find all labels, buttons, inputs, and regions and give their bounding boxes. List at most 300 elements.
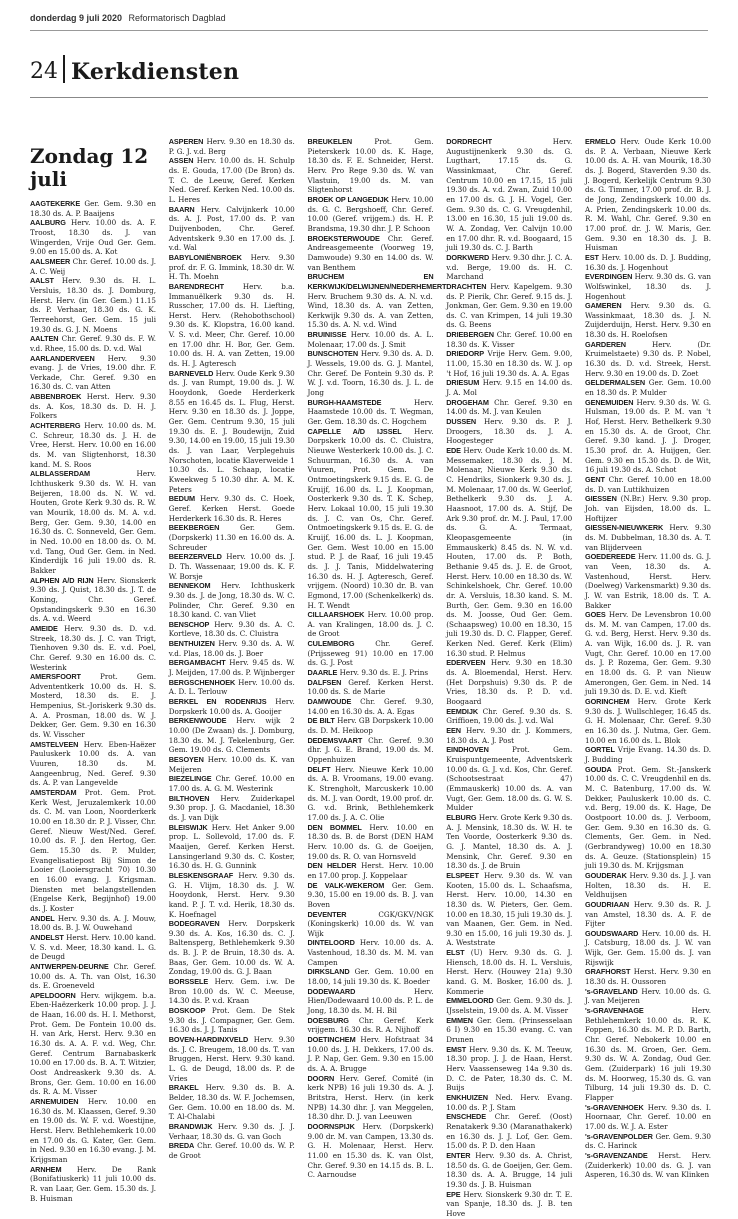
service-details: Herv. 9.30 dhr. J. C. A. v.d. Berge, 19.00 ds. H. C. Marchand <box>446 252 573 282</box>
service-details: Chr. Geref. 10.00 en 18.30 ds. K. Visser <box>446 330 573 349</box>
service-details: Herv. Hien/Dodewaard 10.00 ds. P. L. de Jong, 18.30 ds. M. H. Bil <box>307 986 434 1016</box>
place-name: ALBLASSERDAM <box>30 469 91 479</box>
place-name: GELDERMALSEN <box>585 378 646 388</box>
place-name: DROGEHAM <box>446 397 489 407</box>
church-listing-entry <box>169 658 295 677</box>
place-name: GARDEREN <box>585 339 626 349</box>
place-name: DRIEDORP <box>446 349 484 359</box>
church-listing-entry <box>30 354 156 393</box>
church-listing-entry <box>169 774 295 793</box>
place-name: ELBURG <box>446 812 477 822</box>
church-listing-entry <box>446 417 572 446</box>
church-listing-entry <box>446 349 572 378</box>
place-name: ARNEMUIDEN <box>30 1097 79 1107</box>
service-details: Herv. 10.00 en 16.30 ds. M. Klaassen, Geref. 9.30 en 19.00 ds. W. F. v.d. Woestijne, Herst. Herv. Bethlehemkerk 10.00 en 17.00 ds. G. Kater, Ger. Gem. in Ned. 9.30 en 16.30 evang. J. M. Krijgsman <box>30 1097 156 1164</box>
place-name: GENT <box>585 474 605 484</box>
place-name: DEVENTER <box>307 909 347 919</box>
place-name: BLESKENSGRAAF <box>168 870 234 880</box>
church-listing-entry <box>308 987 434 1016</box>
place-name: BROEK OP LANGEDIJK <box>307 194 389 204</box>
place-name: BEEKBERGEN <box>168 523 220 533</box>
place-name: ASPEREN <box>168 137 204 146</box>
place-name: ENTER <box>446 1150 471 1160</box>
service-details: Herst. Herv. 10.00 kand. V. S. v.d. Meer, 18.30 kand. L. G. de Deugd <box>30 932 156 962</box>
place-name: GIESSEN-NIEUWKERK <box>585 523 664 533</box>
church-listing-entry <box>308 823 434 862</box>
church-listing-entry <box>169 369 295 495</box>
service-details: Herv. 10.00 ds. A. L. Molenaar, 17.00 ds. J. Smit <box>307 330 434 349</box>
service-details: Ger. Gem. 9.30 ds. J. IJsselstein, 19.00 ds. A. M. Visser <box>446 996 573 1016</box>
service-details: Ger. Gem. 10.00 en 18.30 ds. P. Mulder <box>585 378 711 398</box>
service-details: Herv. Hofstraat 34 10.00 ds. J. H. Dekkers, 17.00 ds. J. P. Nap, Ger. Gem. 9.30 en 15.00 ds. A. A. Brugge <box>307 1035 434 1073</box>
church-listing-entry <box>446 813 572 871</box>
place-name: BOVEN-HARDINXVELD <box>168 1035 249 1045</box>
place-name: BIEZELINGE <box>168 774 212 784</box>
service-details: Herv. Oude Kerk 10.00 ds. M. Messemaker, 18.30 ds. J. M. Molenaar, Nieuwe Kerk 9.30 ds. C. Hendriks, Sionkerk 9.30 ds. J. M. Molenaar, 17.00 ds. W. Geerlof, Bethelkerk 9.30 ds. J. A. Haasnoot, 17.00 ds. A. Stijf, De Ark 9.30 prof. dr. M. J. Paul, 17.00 ds. G. A. Termaat, Kleopasgemeente (in Emmauskerk) 8.45 ds. N. W. v.d. Houten, 17.00 ds. P. Both, Bethanie 9.45 ds. J. E. de Groot, Herst. Herv. 10.00 en 18.30 ds. W. Schinkelshoek, Chr. Geref. 10.00 dr. A. Versluis, 18.30 kand. S. M. Burth, Ger. Gem. 9.30 en 16.00 ds. M. Joosse, Oud Ger. Gem. (Schaapsweg) 10.00 en 18.30, 15 juli 19.30 ds. D. C. Flapper, Geref. Kerken Ned. Geref. Kerk (Elim) 16.30 stud. P. Helmus <box>446 446 573 658</box>
church-listing-entry <box>585 1103 711 1132</box>
church-listing-entry <box>169 919 295 977</box>
place-name: GOUDA <box>585 764 612 774</box>
church-listing-entry <box>585 1132 711 1151</box>
place-name: EEMDIJK <box>446 706 478 716</box>
page-header-divider <box>63 55 65 83</box>
church-listing-entry <box>446 1016 572 1045</box>
church-listing-entry <box>308 910 434 939</box>
church-listing-entry <box>30 276 156 334</box>
church-listing-entry <box>308 678 434 697</box>
service-details: Ger. Gem. 10.00 en 18.00, 14 juli 19.30 ds. K. Boeder <box>307 967 434 987</box>
service-details: Chr. Geref. (Oost) Renatakerk 9.30 (Maranathakerk) en 16.30 ds. J. J. Lof, Ger. Gem. 15.00 ds. P. D. den Haan <box>446 1112 573 1151</box>
church-listing-entry <box>30 914 156 933</box>
service-details: Herv. 9.30 ds. A. Christ, 18.50 ds. G. de Goeijen, Ger. Gem. 18.30 ds. A. A. Brugge, 14 juli 19.30 ds. J. B. Huisman <box>446 1150 573 1189</box>
place-name: GOES <box>585 610 606 620</box>
column-2 <box>169 137 295 1219</box>
service-details: Chr. Geref. 9.30 ds. F. W. v.d. Rhee, 15.00 ds. D. v.d. Wal <box>30 334 156 353</box>
service-details: Herv. 9.15 en 14.00 ds. J. A. Mol <box>446 378 573 398</box>
service-details: Herv. 10.00 ds. K. van Meijeren <box>168 755 295 774</box>
service-details: (U) Herv. 9.30 ds. G. J. Hiensch, 18.00 ds. H. L. Versluis, Herst. Herv. (Houwey 21a) 9.30 kand. G. M. Bosker, 16.00 ds. J. Kommerie <box>446 948 573 996</box>
place-name: ELSPEET <box>446 870 479 880</box>
service-details: Herv. Zuiderkapel 9.30 prop. J. G. Macdaniel, 18.30 ds. J. van Dijk <box>168 793 295 822</box>
top-rule <box>30 30 708 31</box>
church-listing-entry <box>585 610 711 697</box>
church-listing-entry <box>169 552 295 581</box>
service-details: Herv. Oude Kerk 9.30 ds. J. van Rumpt, 19.00 ds. J. W. Hooydonk, Goede Herderkerk 8.55 en 16.45 ds. L. Flug, Herst. Herv. 9.30 en 18.30 ds. J. Joppe, Ger. Gem. Centrum 9.30, 15 juli 19.30 ds. E. J. Boudewijn, Zuid 9.30, 14.00 en 19.00, 15 juli 19.30 ds. J. van Laar, Verplegehuis Norschoten, locatie Klaverweide 1 10.30 ds. L. Schaap, locatie Kweekweg 5 10.30 dhr. A. M. K. Peters <box>168 368 295 494</box>
place-name: BODEGRAVEN <box>168 919 220 929</box>
church-listing-entry <box>30 257 156 276</box>
church-listing-entry <box>169 716 295 755</box>
church-listing-entry <box>446 282 572 330</box>
service-details: Herv. Nieuwe Kerk 10.00 ds. A. B. Vroomans, 19.00 evang. K. Strengholt, Marcuskerk 10.00 ds. M. J. van Oordt, 19.00 prof. dr. G. v.d. Brink, Bethlehemkerk 17.00 ds. J. A. C. Olie <box>307 764 434 822</box>
church-listing-entry <box>585 871 711 900</box>
church-listing-entry <box>30 334 156 353</box>
place-name: DE VALK-WEKEROM <box>307 880 385 890</box>
church-listing-entry <box>30 392 156 421</box>
church-listing-entry <box>446 330 572 349</box>
service-details: Herv. wijkgem. b.a. Eben-Haëzerkerk 10.00 prop. J. J. de Haan, 16.00 ds. H. I. Methorst, Prot. Gem. De Fontein 10.00 ds. H. van Ark, Herst. Herv. 9.30 en 16.30 ds. A. A. F. v.d. Weg, Chr. Geref. Centrum Barnabaskerk 10.00 en 17.00 ds. B. A. T. Witzier, Oost Andreaskerk 9.30 ds. A. Brons, Ger. Gem. 10.00 en 16.00 ds. R. A. M. Visser <box>30 990 156 1097</box>
church-listing-entry <box>169 205 295 253</box>
church-listing-entry <box>308 1074 434 1122</box>
church-listing-entry <box>169 156 295 204</box>
church-listing-entry <box>446 378 572 397</box>
church-listing-entry <box>30 624 156 672</box>
church-listing-entry <box>308 861 434 880</box>
church-listing-entry <box>446 871 572 948</box>
service-details: Herv. 9.30 ds. A. D. J. Wessels, 19.00 ds. G. J. Mantel, Chr. Geref. De Fontein 9.30 ds. P. W. J. v.d. Toorn, 16.30 ds. J. L. de Jong <box>307 349 434 398</box>
place-name: AALBURG <box>30 218 66 228</box>
service-details: CGK/GKV/NGK (Koningskerk) 10.00 ds. W. van Wijk <box>307 909 434 938</box>
place-name: DUSSEN <box>446 417 477 427</box>
place-name: DOESBURG <box>307 1015 349 1025</box>
place-name: ENKHUIZEN <box>446 1092 488 1102</box>
church-listing-entry <box>585 340 711 379</box>
church-listing-entry <box>585 765 711 871</box>
place-name: BUNSCHOTEN <box>307 349 358 359</box>
service-details: Herv. wijk 2 10.00 (De Zwaan) ds. J. Domburg, 18.30 ds. M. J. Tekelenburg, Ger. Gem. 19.00 ds. G. Clements <box>168 716 295 755</box>
church-listing-entry <box>446 745 572 813</box>
church-listing-entry <box>30 672 156 740</box>
church-listing-entry <box>308 349 434 397</box>
church-listing-entry <box>585 1006 711 1103</box>
church-listing-entry <box>169 639 295 658</box>
place-name: ANDEL <box>30 913 55 923</box>
service-details: Herv. 9.30 ds. J. C. Breugem, 18.00 ds. T. van Bruggen, Herst. Herv. 9.30 kand. L. G. de Deugd, 18.00 ds. P. de Vries <box>168 1035 295 1083</box>
place-name: CAPELLE A/D IJSSEL <box>307 426 402 436</box>
service-details: Herst. Herv. 9.30 ds. A. Kos, 18.30 ds. D. H. J. Folkers <box>30 392 156 421</box>
place-name: DIRKSLAND <box>307 967 350 977</box>
service-details: Herv. 9.30 ds. A. C. Kortleve, 18.30 ds. C. Cluistra <box>168 619 295 639</box>
church-listing-entry <box>308 716 434 735</box>
place-name: BEDUM <box>168 494 196 504</box>
service-details: Prot. Gem. Pieterskerk 10.00 ds. K. Hage, 18.30 ds. F. E. Schneider, Herst. Herv. Pro Rege 9.30 ds. W. van Vlastuin, 19.00 ds. M. van Sligtenhorst <box>307 137 434 195</box>
church-listing-entry <box>585 253 711 272</box>
service-details: Herv. 9.30 ds. D. v.d. Streek, 18.30 ds. J. C. van Trigt, Tienhoven 9.30 ds. E. v.d. Poel, Chr. Geref. 9.30 en 16.00 ds. C. Westerink <box>30 623 156 672</box>
service-details: Chr. Geref. 9.30 en 14.00 ds. M. J. van Keulen <box>446 397 573 417</box>
service-details: Herv. Kapelgem. 9.30 ds. P. Pierik, Chr. Geref. 9.15 ds. J. Jonkman, Ger. Gem. 9.30 en 19.00 ds. C. van Krimpen, 14 juli 19.30 ds. G. Beens <box>446 281 573 330</box>
service-details: Herv. 10.00 prop. A. van Kralingen, 18.00 ds. J. C. de Groot <box>307 610 434 639</box>
service-details: Herv. Augustijnenkerk 9.30 ds. G. Lugthart, 17.15 ds. G. Wassinkmaat, Chr. Geref. Centrum 10.00 en 17.15, 15 juli 19.30 ds. A. v.d. Zwan, Zuid 10.00 en 17.00 ds. G. J. H. Vogel, Ger. Gem. 9.30 ds. C. G. Vreugdenhil, 13.00 en 16.30, 15 juli 19.00 ds. W. A. Zondag, Ver. Calvijn 10.00 en 17.00 dhr. R. v.d. Boogaard, 15 juli 19.30 ds. C. J. Barth <box>446 137 573 253</box>
place-name: AMERSFOORT <box>30 672 81 682</box>
service-details: Ger. Gem. 9.30 ds. C. Harinck <box>585 1131 711 1151</box>
place-name: GENEMUIDEN <box>585 397 634 407</box>
service-details: Herv. 10.00 ds. A. Vastenhoud, 18.30 ds. M. M. van Campen <box>307 938 434 967</box>
service-details: Geref. Kerken Herst. 10.00 ds. S. de Marie <box>307 677 434 697</box>
place-name: BARENDRECHT <box>168 281 224 291</box>
place-name: DAMWOUDE <box>307 697 352 707</box>
place-name: BENTHUIZEN <box>168 639 215 649</box>
church-listing-entry <box>30 1165 156 1204</box>
service-details: Herv. Geref. Comité (in kerk NPB) 16 juli 19.30 ds. A. J. Britstra, Herst. Herv. (in kerk NPB) 14.30 dhr. J. van Meggelen, 18.30 dhr. D. J. van Leeuwen <box>307 1073 434 1122</box>
service-details: Prot. Gem. St.-Janskerk 10.00 ds. C. C. Vreugdenhil en ds. M. C. Batenburg, 17.00 ds. W. Dekker, Pauluskerk 10.00 ds. C. v.d. Berg, 19.00 ds. K. Hage, De Oostpoort 10.00 ds. J. Verboom, Ger. Gem. 9.30 en 16.30 ds. G. Clements, Ger. Gem. in Ned. (Gerbrandyweg) 10.00 en 18.30 ds. A. Geuze. (Stationsplein) 15 juli 19.30 ds. M. Krijgsman <box>585 764 711 871</box>
column-3 <box>307 137 447 1219</box>
church-listing-entry <box>308 195 434 234</box>
service-details: Herv. Haamstede 10.00 ds. T. Wegman, Ger. Gem. 18.30 ds. C. Hogchem <box>307 397 434 427</box>
church-listing-entry <box>308 398 434 427</box>
church-listing-entry <box>169 523 295 552</box>
church-listing-entry <box>30 991 156 1097</box>
service-details: Chr. Geref. 9.30 ds. S. Griffioen, 19.00 ds. J. v.d. Wal <box>446 706 573 726</box>
place-name: BILTHOVEN <box>168 793 210 803</box>
place-name: AMEIDE <box>30 623 58 633</box>
place-name: BROEKSTERWOUDE <box>307 233 380 243</box>
service-details: Herv. 10.00 ds. G. C. Bergshoeff, Chr. Geref. 10.00 (Geref. vrijgem.) ds. H. P. Brandsma, 19.30 dhr. J. P. Schoon <box>307 194 434 233</box>
place-name: APELDOORN <box>30 990 76 1000</box>
service-details: Herv. Bethlehemkerk 10.00 ds. R. K. Foppen, 16.30 ds. M. P. D. Barth, Chr. Geref. Nebokerk 10.00 en 16.30 ds. M. Groen, Ger. Gem. 9.30 ds. W. A. Zondag, Oud Ger. Gem. (Zuiderpark) 16 juli 19.30 ds. M. Hoorweg, 15.30 ds. G. van Tilburg, 14 juli 19.30 ds. D. C. Flapper <box>585 1006 711 1102</box>
church-listing-entry <box>308 330 434 349</box>
place-name: 's-GRAVENPOLDER <box>585 1131 653 1141</box>
place-name: DE BILT <box>307 716 335 726</box>
church-listing-entry <box>308 137 434 195</box>
place-name: BERKEL EN RODENRIJS <box>168 697 267 707</box>
church-listing-entry <box>585 398 711 475</box>
service-details: Vrije Evang. 14.30 ds. D. J. Budding <box>585 745 711 764</box>
place-name: DRIESUM <box>446 378 480 388</box>
service-details: Herv. Eben-Haëzer Pauluskerk 10.00 ds. A. van Vuuren, 18.30 ds. M. Aangeenbrug, Ned. Geref. 9.30 ds. A. P. van Langevelde <box>30 739 156 788</box>
running-head-paper: Reformatorisch Dagblad <box>128 13 226 23</box>
church-listing-entry <box>169 137 295 156</box>
service-details: Herv. 10.00 en 18.30 ds. B. de Borst (DEN HAM Herv. 10.00 ds. G. de Goeijen, 19.00 ds. R. O. van Hornsveld <box>307 822 434 861</box>
column-5 <box>585 137 711 1219</box>
service-details: Prot. Gem. Prot. Kerk West, Jeruzalemkerk 10.00 ds. C. M. van Loon, Noorderkerk 10.00 en 18.30 dr. P. J. Visser, Chr. Geref. Nieuw West/Ned. Geref. 10.00 ds. F. J. den Hertog, Ger. Gem. 15.30 ds. P. Mulder, Evangelisatiepost Bij Simon de Looier (Looiersgracht 70) 10.30 en 16.00 evang. J. Krigsman. Diensten met belangstellenden (Engelse Kerk, Begijnhof) 19.00 ds. J. Koster <box>30 788 156 913</box>
service-details: Herv. 9.30 ds. G. H. Vlijm, 18.30 ds. J. W. Hooydonk, Herst. Herv. 9.30 kand. P. J. T. v.d. Herik, 18.30 ds. K. Hoefnagel <box>168 870 295 919</box>
service-details: Herv. 9.30 ds. A. W. v.d. Plas, 18.00 ds. J. Boer <box>168 639 295 658</box>
church-listing-entry <box>169 253 295 282</box>
place-name: CILLAARSHOEK <box>307 610 365 620</box>
church-listing-entry <box>308 697 434 716</box>
place-name: CULEMBORG <box>307 639 355 649</box>
place-name: EVERDINGEN <box>585 272 633 282</box>
place-name: BRANDWIJK <box>168 1121 213 1131</box>
service-details: Herv. Dorpskerk 10.00 ds. A. Gooijer <box>168 697 295 716</box>
church-listing-entry <box>30 199 156 218</box>
service-details: Herst. Herv. (Zuiderkerk) 10.00 ds. G. J. van Asperen, 16.30 ds. W. van Klinken <box>585 1150 711 1180</box>
church-listing-entry <box>446 1045 572 1093</box>
church-listing-entry <box>169 620 295 639</box>
service-details: Herv. 9.30 ds. B. A. Belder, 18.30 ds. W. F. Jochemsen, Ger. Gem. 10.00 en 18.00 ds. M. T. Al-Chalabi <box>168 1083 295 1122</box>
church-listing-entry <box>308 1035 434 1074</box>
church-listing-entry <box>169 282 295 369</box>
service-details: Herv. (Dorpskerk) 9.00 dr. M. van Campen, 13.30 ds. G. H. Molenaar, Herst. Herv. 11.00 en 15.30 ds. K. van Olst, Chr. Geref. 9.30 en 14.15 ds. B. L. C. Aarnoudse <box>307 1121 434 1180</box>
place-name: BRUCHEM EN KERKWIJK/DELWIJNEN/NEDERHEMERT <box>307 272 447 291</box>
church-listing-entry <box>446 137 572 253</box>
place-name: GAMEREN <box>585 301 622 311</box>
church-listing-entry <box>585 1151 711 1180</box>
church-listing-entry <box>446 707 572 726</box>
place-name: ASSEN <box>168 156 194 166</box>
church-listing-entry <box>169 823 295 871</box>
place-name: ERMELO <box>585 137 616 146</box>
service-details: Prot. Gem. Kruispuntgemeente, Adventskerk 10.00 ds. G. J. v.d. Kos, Chr. Geref. (Schootsestraat 47) (Emmauskerk) 10.00 ds. A. van Vugt, Ger. Gem. 18.00 ds. G. W. S. Mulder <box>446 745 573 813</box>
service-details: Herv. 9.30 ds. G. van Wolfswinkel, 18.30 ds. J. Hogenhout <box>585 272 711 301</box>
place-name: EPE <box>446 1189 461 1199</box>
church-listing-entry <box>308 938 434 967</box>
service-details: Herv. Sionskerk 9.30 ds. J. Quist, 18.30 ds. J. T. de Koning, Chr. Geref. Opstandingskerk 9.30 en 16.30 ds. A. v.d. Weerd <box>30 575 156 624</box>
place-name: DAARLE <box>307 668 338 678</box>
service-details: Ger. Gem. (Prinsesselaan 6 I) 9.30 en 15.30 evang. C. van Drunen <box>446 1015 573 1045</box>
place-name: DRACHTEN <box>446 281 487 291</box>
place-name: BERGSCHENHOEK <box>168 677 236 687</box>
service-details: Chr. Geref. 10.00 en 18.00 ds. D. van Luttikhuizen <box>585 474 711 494</box>
place-name: BREDA <box>168 1141 195 1151</box>
section-title: Kerkdiensten <box>71 59 240 85</box>
church-listing-entry <box>169 977 295 1006</box>
place-name: ARNHEM <box>30 1164 62 1174</box>
place-name: BENSCHOP <box>168 619 210 629</box>
place-name: ACHTERBERG <box>30 421 81 431</box>
service-details: Ned. Herv. Evang. 10.00 ds. P. J. Stam <box>446 1092 573 1112</box>
church-listing-entry <box>30 469 156 575</box>
service-details: Herv. Dorpskerk 9.30 ds. A. Kos, 16.30 ds. C. J. Baltensperg, Bethlehemkerk 9.30 ds. B. J. P. de Bruin, 18.30 ds. A. Baas, Ger. Gem. 10.00 ds. W. A. Zondag, 19.00 ds. G. J. Baan <box>168 919 295 977</box>
page-header <box>30 55 239 83</box>
place-name: DINTELOORD <box>307 938 355 948</box>
place-name: GIESSEN <box>585 494 617 504</box>
service-details: Ger. Gem. 9.30, 15.00 en 19.00 ds. B. J. van Boven <box>307 880 434 909</box>
service-details: Chr. Geref. 10.00 ds. J. A. C. Weij <box>30 256 156 276</box>
service-details: Herv. Sionskerk 9.30 dr. T. E. van Spanje, 18.30 ds. J. B. ten Hove <box>446 1189 573 1218</box>
church-listing-entry <box>446 948 572 996</box>
service-details: Herv. 9.30 prof. dr. F. G. Immink, 18.30 dr. W. H. Th. Moehn <box>168 252 295 282</box>
running-head <box>30 13 708 23</box>
page-number: 24 <box>30 59 58 84</box>
place-name: BORSSELE <box>168 977 209 987</box>
church-listing-entry <box>169 1122 295 1141</box>
service-details: Chr. Geref. 9.30 dhr. J. G. E. Brand, 19.00 ds. M. Oppenhuizen <box>307 735 434 764</box>
place-name: BOSKOOP <box>168 1006 206 1016</box>
service-details: Herv. 9.30 ds. R. J. van Amstel, 18.30 ds. A. F. de Fijter <box>585 899 711 929</box>
church-listing-entry <box>30 218 156 257</box>
place-name: BERKENWOUDE <box>168 716 227 726</box>
place-name: ANDELST <box>30 932 64 942</box>
service-details: Herst. Herv. 9.30 en 18.30 ds. H. Oussoren <box>585 967 711 987</box>
service-details: Herv. 10.00 ds. A. D. L. Terlouw <box>168 677 295 697</box>
church-listing-entry <box>30 788 156 914</box>
church-listing-entry <box>446 398 572 417</box>
church-listing-entry <box>308 1122 434 1180</box>
place-name: DOETINCHEM <box>307 1035 356 1045</box>
listing-columns <box>30 137 711 1218</box>
service-details: Ger. Gem. 9.30 en 18.30 ds. A. P. Baaijens <box>30 199 156 218</box>
service-details: Chr. Geref. 10.00 ds. A. Th. van Olst, 16.30 ds. E. Groeneveld <box>30 961 156 991</box>
service-details: Herv. 9.30 en 18.30 ds. A. Bloemendal, Herst. Herv. (Het Dorpshuis) 9.30 ds. P. de Vries, 18.30 ds. P. D. v.d. Boogaard <box>446 658 573 707</box>
service-details: Herv. 9.30 ds. J. J. van Holten, 18.30 ds. H. E. Veldhuijsen <box>585 870 711 900</box>
place-name: DEN HELDER <box>307 861 357 871</box>
service-details: Herv. 9.30 ds. K. M. Teeuw, 18.30 prop. J. J. de Haan, Herst. Herv. Vaassenseweg 14a 9.30 ds. D. C. de Pater, 18.30 ds. C. M. Buijs <box>446 1044 573 1093</box>
place-name: DEN BOMMEL <box>307 822 362 832</box>
place-name: EINDHOVEN <box>446 745 489 755</box>
church-listing-entry <box>585 697 711 745</box>
service-details: Prot. Gem. Advententkerk 10.00 ds. H. S. Mosterd, 18.30 ds. E. J. Hempenius, St.-Joriskerk 9.30 ds. A. A. Prosman, 18.00 ds. W. J. Dekker, Ger. Gem. 9.30 en 16.30 ds. W. Visscher <box>30 672 156 740</box>
church-listing-entry <box>30 962 156 991</box>
place-name: DOORN <box>307 1073 335 1083</box>
church-listing-entry <box>308 610 434 639</box>
service-details: Chr. Geref. 10.00 ds. W. P. de Groot <box>168 1141 295 1160</box>
church-listing-entry <box>169 755 295 774</box>
service-details: Herv. 9.30 ds. W. G. Hulsman, 19.00 ds. P. M. van 't Hof, Herst. Herv. Bethelkerk 9.30 en 15.30 ds. A. de Groot, Chr. Geref. 9.30 kand. J. J. Droger, 15.30 prof. dr. A. Huijgen, Ger. Gem. 9.30 en 15.30 ds. D. de Wit, 16 juli 19.30 ds. A. Schot <box>585 397 711 475</box>
service-details: Herv. 9.30 ds. E. J. Prins <box>337 668 429 678</box>
place-name: BARNEVELD <box>168 368 214 378</box>
place-name: ELST <box>446 948 465 958</box>
place-name: GRAFHORST <box>585 967 631 977</box>
service-details: Herst. Herv. 10.00 en 17.00 prop. J. Koppelaar <box>307 861 434 880</box>
place-name: ANTWERPEN-DEURNE <box>30 961 109 971</box>
church-listing-entry <box>169 1083 295 1122</box>
place-name: GORTEL <box>585 745 615 755</box>
place-name: GOUDERAK <box>585 870 627 880</box>
service-details: Herv. 9.30 ds. C. Hoek, Geref. Kerken Herst. Goede Herderkerk 16.30 ds. R. Heres <box>168 494 295 523</box>
place-name: BRAKEL <box>168 1083 199 1093</box>
service-details: Herv. 9.30 evang. J. de Vries, 19.00 dhr. F. Verkade, Chr. Geref. 9.30 en 16.30 ds. C. van Atten <box>30 353 156 392</box>
church-listing-entry <box>585 523 711 552</box>
place-name: EEN <box>446 726 461 736</box>
place-name: AMSTERDAM <box>30 788 77 798</box>
place-name: 's-GRAVENZANDE <box>585 1150 648 1160</box>
column-1 <box>30 137 156 1219</box>
church-listing-entry <box>30 421 156 469</box>
church-listing-entry <box>585 967 711 986</box>
service-details: Herv. De Levensbron 10.00 ds. M. M. van Campen, 17.00 ds. G. v.d. Berg, Herst. Herv. 9.30 ds. A. van Wijk, 16.00 ds. J. R. van Vugt, Chr. Geref. 10.00 en 17.00 ds. J. P. Rozema, Ger. Gem. 9.30 en 18.00 ds. G. P. van Nieuw Amerongen, Ger. Gem. in Ned. 14 juli 19.30 ds. D. E. v.d. Kieft <box>585 610 711 697</box>
church-listing-entry <box>308 967 434 986</box>
church-listing-entry <box>585 137 711 253</box>
place-name: BEERZERVELD <box>168 552 222 562</box>
place-name: BURGH-HAAMSTEDE <box>307 397 382 407</box>
service-details: Chr. Geref. 9.30, 14.00 en 16.30 ds. A. A. Egas <box>307 697 434 716</box>
church-listing-entry <box>308 639 434 668</box>
service-details: Herv. 9.45 ds. W. J. Meijden, 17.00 ds. P. Wijnberger <box>168 658 295 678</box>
column-4 <box>446 137 572 1219</box>
service-details: Herv. Gem. i.w. De Bron 10.00 ds. W. C. Meeuse, 14.30 ds. P. v.d. Kraan <box>168 977 295 1006</box>
church-listing-entry <box>169 794 295 823</box>
church-listing-entry <box>585 929 711 968</box>
church-listing-entry <box>446 1190 572 1219</box>
service-details: Herv. 10.00 ds. H. J. Catsburg, 18.00 ds. J. W. van Wijk, Ger. Gem. 15.00 ds. J. van Rijswijk <box>585 928 711 967</box>
service-details: Herv. 10.00 ds. M. C. Schreur, 18.30 ds. J. H. de Vree, Herst. Herv. 10.00 en 16.00 ds. M. van Sligtenhorst, 18.30 kand. M. S. Roos <box>30 421 156 469</box>
header-rule <box>30 97 708 98</box>
place-name: ALPHEN A/D RIJN <box>30 575 94 585</box>
service-details: Herv. 11.00 ds. G. J. van Veen, 18.30 ds. A. Vastenhoud, Herst. Herv. (Doelweg) Varkensmarkt) 9.30 ds. J. W. van Estrik, 18.00 ds. T. A. Bakker <box>585 552 711 610</box>
church-listing-entry <box>169 697 295 716</box>
place-name: BERGAMBACHT <box>168 658 226 668</box>
church-listing-entry <box>169 581 295 620</box>
service-details: Herv. Ichthuskerk 9.30 ds. W. H. van Beijeren, 18.00 ds. N. W. vd. Houten, Grote Kerk 9.30 ds. R. W. van Mourik, 18.00 ds. M. A. v.d. Berg, Ger. Gem. 9.30, 14.00 en 16.30 ds. C. Sonneveld, Ger. Gem. in Ned. 10.00 en 18.00 ds. O. M. v.d. Tang, Oud Ger. Gem. in Ned. Kinderdijk 16 juli 19.00 ds. R. Bakker <box>30 469 156 575</box>
place-name: GOUDRIAAN <box>585 899 630 909</box>
church-listing-entry <box>446 658 572 706</box>
service-details: (N.Br.) Herv. 9.30 prop. Joh. van Eijsden, 18.00 ds. L. Hoftijzer <box>585 494 711 523</box>
place-name: DORKWERD <box>446 252 490 262</box>
day-heading: Zondag 12 juli <box>30 144 149 191</box>
service-details: Herv. Ichthuskerk 9.30 ds. J. de Jong, 18.30 ds. W. C. Polinder, Chr. Geref. 9.30 en 18.30 kand. C. van Vliet <box>168 581 295 620</box>
service-details: Herv. 9.30 ds. I. Hoornaar, Chr. Geref. 10.00 en 17.00 ds. W. J. A. Ester <box>585 1102 711 1131</box>
service-details: Herv. 9.30 ds. J. J. Verhaar, 18.30 ds. G. van Goch <box>168 1121 295 1141</box>
service-details: Herv. 10.00 ds. J. D. Th. Wassenaar, 19.00 ds. K. F. W. Borsje <box>168 552 295 581</box>
place-name: BLEISWIJK <box>168 822 208 832</box>
church-listing-entry <box>446 1151 572 1190</box>
church-listing-entry <box>585 272 711 301</box>
place-name: 's-GRAVELAND <box>585 986 638 996</box>
church-listing-entry <box>308 1016 434 1035</box>
place-name: AALST <box>30 276 54 286</box>
service-details: Herv. 9.30 ds. W. van Kooten, 15.00 ds. L. Schaafsma, Herst. Herv. 10.00, 14.30 en 18.30 ds. W. Pieters, Ger. Gem. 10.00 en 18.30, 15 juli 19.30 ds. J. van Maanen, Ger. Gem. in Ned. 9.30 en 15.00, 16 juli 19.30 ds. J. A. Weststrate <box>446 870 573 948</box>
place-name: BREUKELEN <box>307 137 353 146</box>
service-details: Herv. 10.00 ds. G. J. van Meijeren <box>585 986 711 1006</box>
church-listing-entry <box>585 900 711 929</box>
church-listing-entry <box>446 726 572 745</box>
service-details: Herv. 10.00 ds. H. Schulp ds. E. Gouda, 17.00 (De Bron) ds. T. C. de Leeuw, Geref. Kerken Ned. Geref. Kerken Ned. 10.00 ds. L. Heres <box>168 156 295 204</box>
place-name: BESOYEN <box>168 755 204 764</box>
church-listing-entry <box>308 234 434 273</box>
service-details: Vrije Herv. Gem. 9.00, 11.00, 15.30 en 18.30 ds. W. J. op 't Hof, 16 juli 19.30 ds. A. A. Egas <box>446 349 573 378</box>
place-name: DEDEMSVAART <box>307 735 363 745</box>
church-listing-entry <box>169 1035 295 1083</box>
